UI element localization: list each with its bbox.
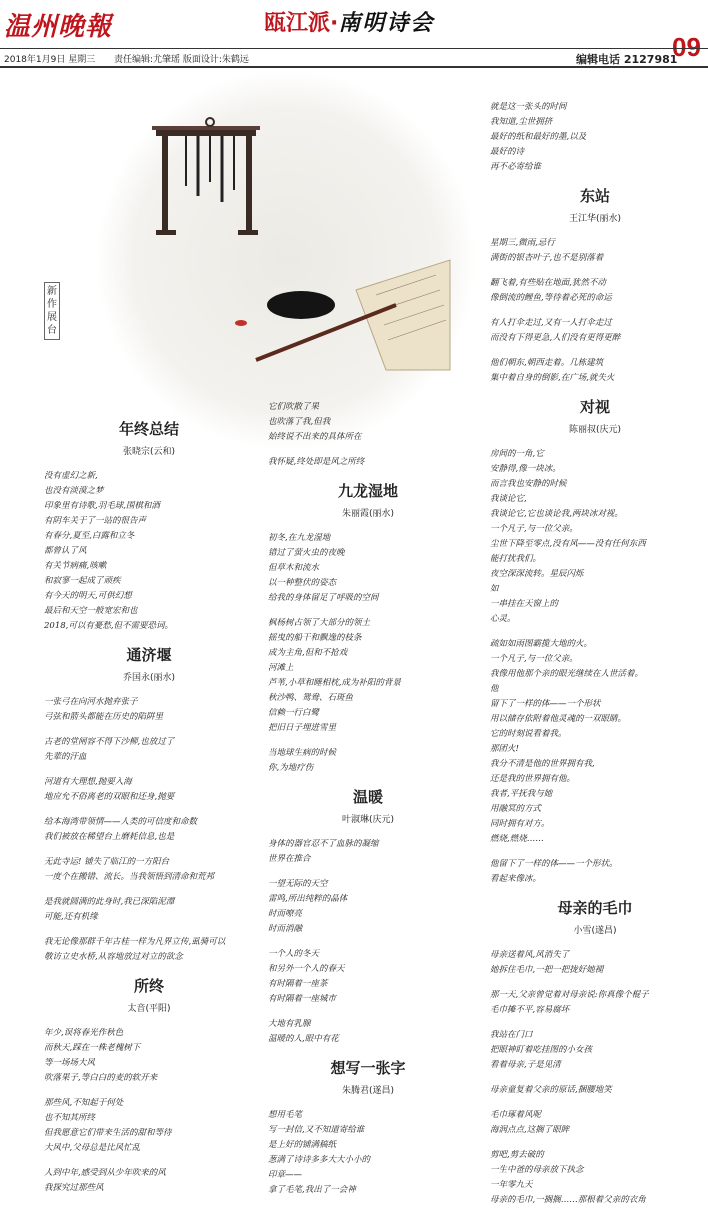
poem-title: 年终总结 [118, 420, 179, 438]
poem-line: 用融冥的方式 [490, 804, 542, 814]
poem-line: 我分不清是他的世界拥有我, [490, 759, 595, 769]
poem-line: 我探究过那些风 [44, 1183, 104, 1193]
poem-line: 摇曳的船干和飘逸的枝条 [268, 633, 362, 643]
poem-line: 也不知其所终 [44, 1113, 96, 1123]
poem-line: 他们朝东,朝西走着。几栋建筑 [490, 358, 604, 368]
poem-line: 一串挂在天窗上的 [490, 599, 559, 609]
poem-author: 叶淑琳(庆元) [341, 815, 395, 825]
poem-line: 把眼神盯着吃挂图的小女孩 [490, 1045, 593, 1055]
poem-line: 翻飞着,有些贴在地面,犹然不动 [490, 278, 606, 288]
poem-line: 一生中爸的母亲放下执念 [490, 1165, 584, 1175]
poem-line: 我像用他那个亲的眼光继续在人世活着。 [490, 669, 644, 679]
new-works-tag: 新作展台 [44, 282, 60, 340]
poem-line: 它的时刻说看着我。 [490, 729, 567, 739]
issue-date: 2018年1月9日 星期三 [4, 55, 96, 65]
poem-line: 是我就圆满的此身时,我已深陷泥潭 [44, 897, 175, 907]
poem-line: 人到中年,感受到从少年吹来的风 [44, 1168, 166, 1178]
poem-line: 给本海湾带领情——人类的可信度和命数 [44, 817, 198, 827]
poem-line: 给我的身体留足了呼吸的空间 [268, 593, 379, 603]
poem-line: 拿了毛笔,我出了一会神 [268, 1185, 356, 1195]
poem-line: 秋沙鸭、鸳鸯、石斑鱼 [268, 693, 354, 703]
poem-line: 而没有下得更急,人们没有更得更醉 [490, 333, 621, 343]
poem [44, 418, 254, 634]
poem-line: 没有虚幻之新, [44, 471, 98, 481]
poem-author: 王江华(丽水) [568, 214, 622, 224]
poem [490, 897, 700, 1208]
poem-line: 身体的器官忍不了血脉的凝缩 [268, 839, 379, 849]
poem-line: 最好的诗 [490, 147, 525, 157]
poem-author: 太音(平阳) [127, 1004, 171, 1014]
poem-line: 那一天,父亲曾觉着对母亲说:你真像个棍子 [490, 990, 649, 1000]
poem-line: 温暖的人,眼中有花 [268, 1034, 339, 1044]
poem-author: 朱腾君(遂昌) [341, 1086, 395, 1096]
poem-title: 东站 [579, 187, 610, 205]
poem-line: 我们被放在稀望台上磨耗信息,也是 [44, 832, 175, 842]
poem-line: 房间的一角,它 [490, 449, 544, 459]
poem-line: 母亲的毛巾,一搁搁……那根着父亲的衣角 [490, 1195, 646, 1205]
poem [268, 480, 468, 776]
poem-line: 是上好的铺满稿纸 [268, 1140, 337, 1150]
poem-line: 写一封信,又不知道寄给谁 [268, 1125, 365, 1135]
column-2 [268, 400, 468, 1198]
section-prefix: 瓯江派· [264, 11, 339, 36]
column-3 [490, 100, 700, 1208]
poem-line: 时而消融 [268, 924, 303, 934]
poem-line: 留下了一样的体——一个形状 [490, 699, 601, 709]
poem-line: 用以储存依附着他灵魂的一双眼睛。 [490, 714, 627, 724]
poem-author: 乔国永(丽水) [122, 673, 176, 683]
poem-line: 时而嘹亮 [268, 909, 303, 919]
poem-line: 我谈论它,它也谈论我,两块冰对视。 [490, 509, 623, 519]
poem-line: 错过了萤火虫的夜晚 [268, 548, 345, 558]
poem-title: 想写一张字 [330, 1059, 406, 1077]
poem-author: 张晓宗(云和) [122, 447, 176, 457]
poem-title: 温暖 [352, 788, 383, 806]
poem [44, 644, 254, 965]
poem-line: 地应允不俗离老的双眼和还身,抛要 [44, 792, 175, 802]
poem-line: 一个人的冬天 [268, 949, 320, 959]
poem-line: 母亲送着风,风消失了 [490, 950, 570, 960]
info-bar [0, 48, 708, 68]
poem-line: 有时隔着一座茶 [268, 979, 328, 989]
poem-line: 毛巾摊不平,容易腐坏 [490, 1005, 570, 1015]
poem-line: 我怀疑,终处即是风之所终 [268, 457, 365, 467]
poem-line: 他留下了一样的体——一个形状。 [490, 859, 618, 869]
ink-illustration [76, 70, 450, 400]
poem-line: 吹落果子,等白白的麦的软开来 [44, 1073, 158, 1083]
poem-line: 她拆住毛巾,一把一把拢好她褪 [490, 965, 604, 975]
poem-line: 如 [490, 584, 499, 594]
poem-line: 初冬,在九龙湿地 [268, 533, 331, 543]
poem-line: 星期三,微雨,忌行 [490, 238, 555, 248]
poem-line: 海润点点,这搁了眼眸 [490, 1125, 570, 1135]
poem-line: 河道有大理想,抛要入海 [44, 777, 132, 787]
poem-line: 看着母亲,子是见清 [490, 1060, 561, 1070]
poem-line: 都曾认了风 [44, 546, 87, 556]
poem [268, 1057, 468, 1198]
poem-line: 和寂寥一起成了顽疾 [44, 576, 121, 586]
poem-line: 大地有乳腺 [268, 1019, 311, 1029]
poem-line: 但草木和流水 [268, 563, 320, 573]
poem-title: 九龙湿地 [337, 482, 398, 500]
column-1 [44, 408, 254, 1196]
poem-line: 最好的纸和最好的墨,以及 [490, 132, 587, 142]
poem-line: 而秋天,踩在一株老槐树下 [44, 1043, 141, 1053]
poem-line: 无此寺运! 铺失了临江的一方阳台 [44, 857, 170, 867]
poem [490, 185, 700, 386]
poem-line: 有人打伞走过,又有一人打伞走过 [490, 318, 612, 328]
poem-line: 先辈的汗血 [44, 752, 87, 762]
poem-line: 一个凡子,与一位父亲。 [490, 524, 578, 534]
newspaper-logo: 温州晚報 [4, 12, 113, 42]
poem-line: 有阴车关于了一站的很告声 [44, 516, 147, 526]
poem-line: 就是这一张头的时间 [490, 102, 567, 112]
poem [268, 400, 468, 470]
poem-line: 印章—— [268, 1170, 303, 1180]
poem-line: 母亲童复着父亲的原话,捆腰地笑 [490, 1085, 612, 1095]
poem-line: 葱满了诗诗多多大大小小的 [268, 1155, 371, 1165]
poem-line: 以一种整伏的姿态 [268, 578, 337, 588]
poem-line: 雷鸣,所出纯粹的晶体 [268, 894, 348, 904]
poem-line: 同时拥有对方。 [490, 819, 550, 829]
poem-line: 毛巾琢着风呢 [490, 1110, 542, 1120]
poem-line: 再不必寄给谁 [490, 162, 542, 172]
poem-line: 有春分,夏至,白露和立冬 [44, 531, 135, 541]
poem-line: 信赖一行白鹭 [268, 708, 320, 718]
poem-line: 疏如如雨图霸揽大地的火。 [490, 639, 593, 649]
poem-line: 当地球生病的时候 [268, 748, 337, 758]
poem-line: 我谈论它, [490, 494, 527, 504]
poem-line: 印象里有诗歌,羽毛球,围棋和酒 [44, 501, 160, 511]
poem-line: 把旧日子埋进雪里 [268, 723, 337, 733]
poem-line: 安静得,像一块冰。 [490, 464, 561, 474]
poem-line: 弓弦和箭头都能在历史的陷阱里 [44, 712, 164, 722]
poem-line: 也没有淡漠之梦 [44, 486, 104, 496]
editor-phone: 编辑电话 2127981 [576, 53, 678, 66]
poem-line: 剪吧,剪去破的 [490, 1150, 544, 1160]
poem-title: 通济堰 [126, 646, 172, 664]
poem-line: 一度个在搬错、流长。当我领悟到清命和荒邦 [44, 872, 215, 882]
poem-line: 像倒流的鲤鱼,等待着必死的命运 [490, 293, 612, 303]
poem-line: 但我愿意它们带来生活的甜和等待 [44, 1128, 172, 1138]
poem [490, 396, 700, 887]
poem-line: 满街的银杏叶子,也不是别落着 [490, 253, 604, 263]
poem-line: 河滩上 [268, 663, 294, 673]
poem-line: 夜空深深流转。星辰闪烁 [490, 569, 584, 579]
poem-title: 对视 [579, 398, 610, 416]
poem-line: 那团火! [490, 744, 519, 754]
section-title [264, 6, 434, 37]
poem-line: 有关节病痛,咳嗽 [44, 561, 107, 571]
poem-line: 集中着自身的倒影,在广场,就失火 [490, 373, 615, 383]
poem-line: 有今天的明天,可供幻想 [44, 591, 132, 601]
poem-line: 大风中,父母总是比风忙乱 [44, 1143, 141, 1153]
poem-line: 和另外一个人的春天 [268, 964, 345, 974]
poem-line: 可能,还有机缘 [44, 912, 98, 922]
poem-line: 看起来像冰。 [490, 874, 542, 884]
poem-line: 一张弓在向河水抛弃张子 [44, 697, 138, 707]
poem-line: 古老的堂闸容不得下沙柳,也放过了 [44, 737, 175, 747]
editor-credits: 责任编辑:尤肇瑶 版面设计:朱鹤远 [114, 55, 249, 65]
poem-title: 母亲的毛巾 [557, 899, 633, 917]
poem-line: 它们吹散了果 [268, 402, 320, 412]
inkstone-icon [267, 291, 335, 319]
poem [44, 975, 254, 1196]
poem-line: 那些风,不知起于何处 [44, 1098, 124, 1108]
poem-author: 陈丽叔(庆元) [568, 425, 622, 435]
poem-line: 最后和天空一般宽宏和也 [44, 606, 138, 616]
page-number: 09 [672, 32, 701, 62]
poem-line: 世界在推合 [268, 854, 311, 864]
poem-line: 芦苇,小草和睡相枕,成为补阳的背景 [268, 678, 401, 688]
poem-line: 他 [490, 684, 499, 694]
poem-line: 你,为地疗伤 [268, 763, 314, 773]
poem-line: 等一场场大风 [44, 1058, 96, 1068]
poem-title: 所终 [133, 977, 164, 995]
poem-line: 而言我也安静的时候 [490, 479, 567, 489]
poem-author: 小雪(遂昌) [573, 926, 617, 936]
poem-author: 朱丽霞(丽水) [341, 509, 395, 519]
poem-line: 枫杨树占领了大部分的领土 [268, 618, 371, 628]
poem-line: 成为主角,但和不抢戏 [268, 648, 348, 658]
poem-line: 有时隔着一座城市 [268, 994, 337, 1004]
poem [268, 786, 468, 1047]
poem-line: 我者,平抚我与她 [490, 789, 553, 799]
poem [490, 100, 700, 175]
poem-line: 一个凡子,与一位父亲。 [490, 654, 578, 664]
section-name: 南明诗会 [338, 10, 435, 36]
poem-line: 还是我的世界拥有他。 [490, 774, 576, 784]
poem-line: 我知道,尘世拥挤 [490, 117, 553, 127]
poem-line: 我站在门口 [490, 1030, 533, 1040]
poem-line: 年少,误将春光作秋色 [44, 1028, 124, 1038]
poem-line: 燃烧,燃烧…… [490, 834, 544, 844]
poem-line: 一年零九天 [490, 1180, 533, 1190]
poem-line: 能打扰我们。 [490, 554, 542, 564]
poem-line: 敬访立史水桥,从容地放过对立的欲念 [44, 952, 183, 962]
poem-line: 2018,可以有憂愁,但不需要恐词。 [44, 621, 174, 631]
poem-line: 一望无际的天空 [268, 879, 328, 889]
poem-line: 想用毛笔 [268, 1110, 303, 1120]
poem-line: 尘世下降至零点,没有风——没有任何东西 [490, 539, 646, 549]
poem-line: 始终说不出来的具体所在 [268, 432, 362, 442]
poem-line: 也吹落了我,但我 [268, 417, 331, 427]
poem-line: 我无论像那群千年古桂一样为凡界立传,虱骑可以 [44, 937, 226, 947]
poem-line: 心灵。 [490, 614, 516, 624]
